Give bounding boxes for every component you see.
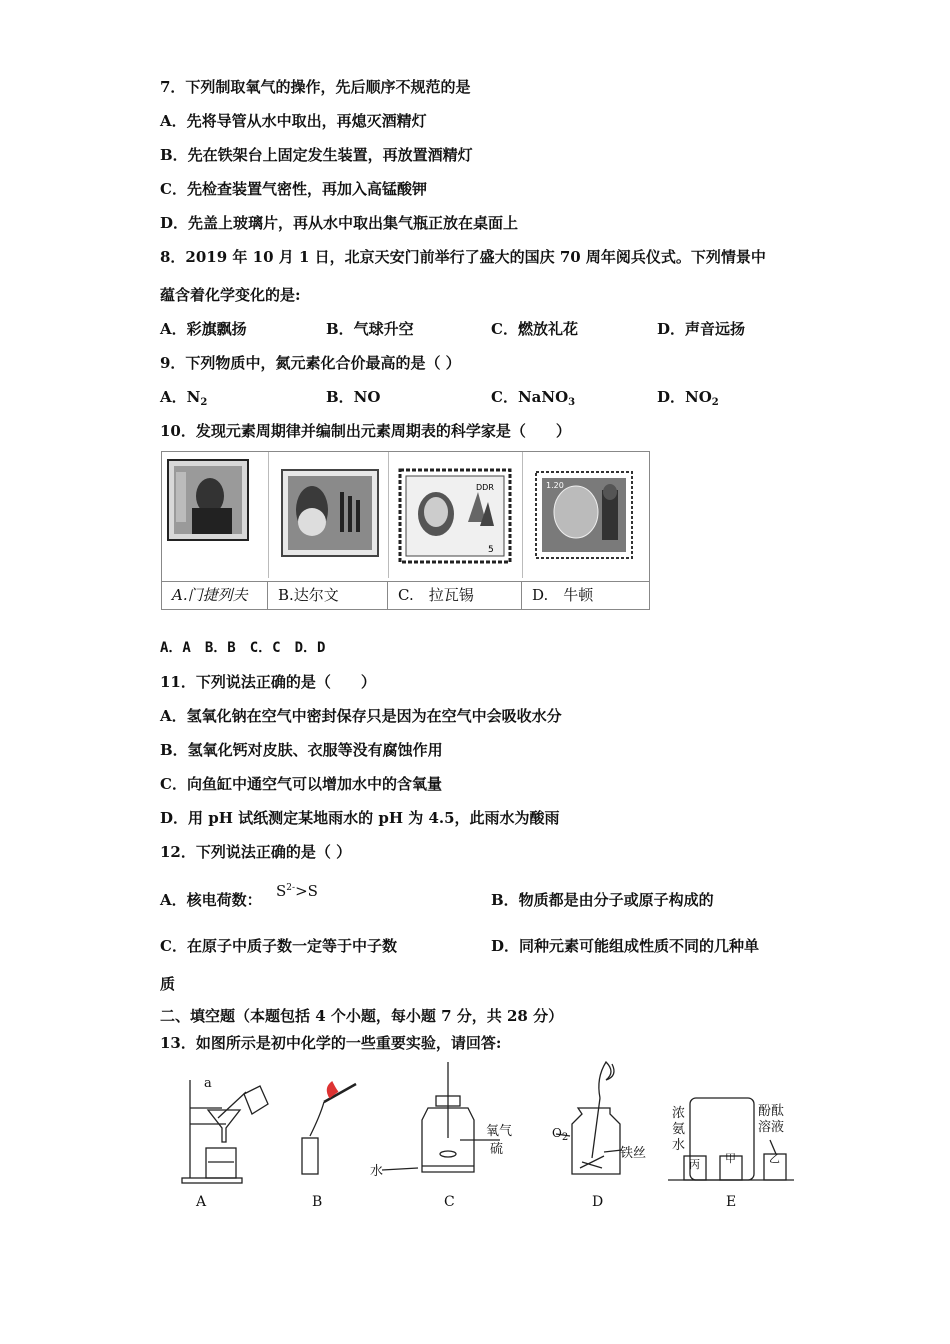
q8-option-d: D．声音远扬 (657, 320, 746, 338)
q11-stem: 11．下列说法正确的是（ ） (160, 673, 376, 691)
q10-stem: 10．发现元素周期律并编制出元素周期表的科学家是（ ） (160, 422, 571, 440)
caption-d: D. 牛顿 (532, 586, 594, 604)
q9-option-d: D．$NO_2$ (657, 388, 719, 408)
stamp-cell-a (162, 452, 269, 578)
stamp-c-country: DDR (476, 483, 494, 492)
q12-option-c: C．在原子中质子数一定等于中子数 (160, 937, 397, 955)
q11-option-a: A．氢氧化钠在空气中密封保存只是因为在空气中会吸收水分 (160, 707, 562, 725)
q13-apparatus-drawings (160, 1058, 810, 1218)
label-jia: 甲 (725, 1152, 736, 1165)
stamp-c-value: 5 (488, 545, 494, 555)
q11-option-d: D．用 pH 试纸测定某地雨水的 pH 为 4.5，此雨水为酸雨 (160, 809, 560, 827)
q9-option-c: C．NaNO$_3$ (491, 388, 576, 408)
q11-option-b: B．氢氧化钙对皮肤、衣服等没有腐蚀作用 (160, 741, 443, 759)
section2-heading: 二、填空题（本题包括 4 个小题，每小题 7 分，共 28 分） (160, 1007, 564, 1025)
stamp-newton-image (522, 452, 649, 578)
q8-option-a: A．彩旗飘扬 (160, 320, 247, 338)
fig-label-e: E (726, 1194, 737, 1210)
q8-stem-line1: 8．2019 年 10 月 1 日，北京天安门前举行了盛大的国庆 70 周年阅兵仪式。下列情景中 (160, 248, 766, 266)
stamp-d-value: 1.20 (546, 481, 564, 490)
stamp-cell-c (388, 452, 523, 578)
label-oxygen: 氧气 (486, 1124, 513, 1139)
caption-b: B.达尔文 (268, 582, 388, 609)
q7-option-b: B．先在铁架台上固定发生装置，再放置酒精灯 (160, 146, 473, 164)
caption-a: A.门捷列夫 (162, 582, 268, 609)
q9-stem: 9．下列物质中，氮元素化合价最高的是（ ） (160, 354, 461, 372)
stamp-cell-b (268, 452, 389, 578)
stamp-mendeleev-image (162, 452, 268, 578)
label-bing: 丙 (689, 1158, 700, 1171)
fig-label-b: B (312, 1194, 323, 1210)
q13-stem: 13．如图所示是初中化学的一些重要实验，请回答: (160, 1034, 502, 1052)
scientist-captions-row (161, 581, 650, 610)
label-a: a (204, 1076, 212, 1091)
label-iron-wire: 铁丝 (620, 1146, 647, 1161)
q12-stem: 12．下列说法正确的是（ ） (160, 843, 352, 861)
stamp-lavoisier-image (388, 452, 522, 578)
q8-option-c: C．燃放礼花 (491, 320, 578, 338)
q13-experiment-figure (160, 1058, 810, 1218)
label-sulfur: 硫 (490, 1142, 504, 1157)
q12-option-a: A．核电荷数： (160, 891, 262, 909)
caption-c: C. 拉瓦锡 (388, 582, 522, 609)
q8-stem-line2: 蕴含着化学变化的是: (160, 286, 301, 304)
stamp-cell-d (522, 452, 649, 578)
q7-option-c: C．先检查装置气密性，再加入高锰酸钾 (160, 180, 427, 198)
q8-option-b: B．气球升空 (326, 320, 414, 338)
q11-option-c: C．向鱼缸中通空气可以增加水中的含氧量 (160, 775, 442, 793)
label-water: 水 (370, 1164, 384, 1179)
q9-option-b: B．NO (326, 388, 381, 406)
fig-label-a: A (196, 1194, 207, 1210)
fig-label-c: C (444, 1194, 455, 1210)
label-conc-ammonia: 浓 氨 水 (672, 1106, 686, 1153)
q12-option-d: D．同种元素可能组成性质不同的几种单 (491, 937, 760, 955)
label-yi: 乙 (769, 1152, 780, 1165)
stamp-darwin-image (268, 452, 388, 578)
q9-option-a: A．$N_2$ (160, 388, 208, 408)
fig-label-d: D (592, 1194, 604, 1210)
label-o2: $O_2$ (552, 1126, 569, 1143)
q7-option-a: A．先将导管从水中取出，再熄灭酒精灯 (160, 112, 427, 130)
label-phenolphthalein: 酚酞 溶液 (758, 1104, 785, 1135)
q7-stem: 7．下列制取氧气的操作，先后顺序不规范的是 (160, 78, 471, 96)
q12-option-b: B．物质都是由分子或原子构成的 (491, 891, 714, 909)
q10-answers: A．A B．B C．C D．D (160, 640, 326, 656)
q7-option-d: D．先盖上玻璃片，再从水中取出集气瓶正放在桌面上 (160, 214, 519, 232)
q12-option-d-continued: 质 (160, 975, 176, 993)
q12-option-a-formula: $S^{2-}>S$ (276, 882, 318, 900)
